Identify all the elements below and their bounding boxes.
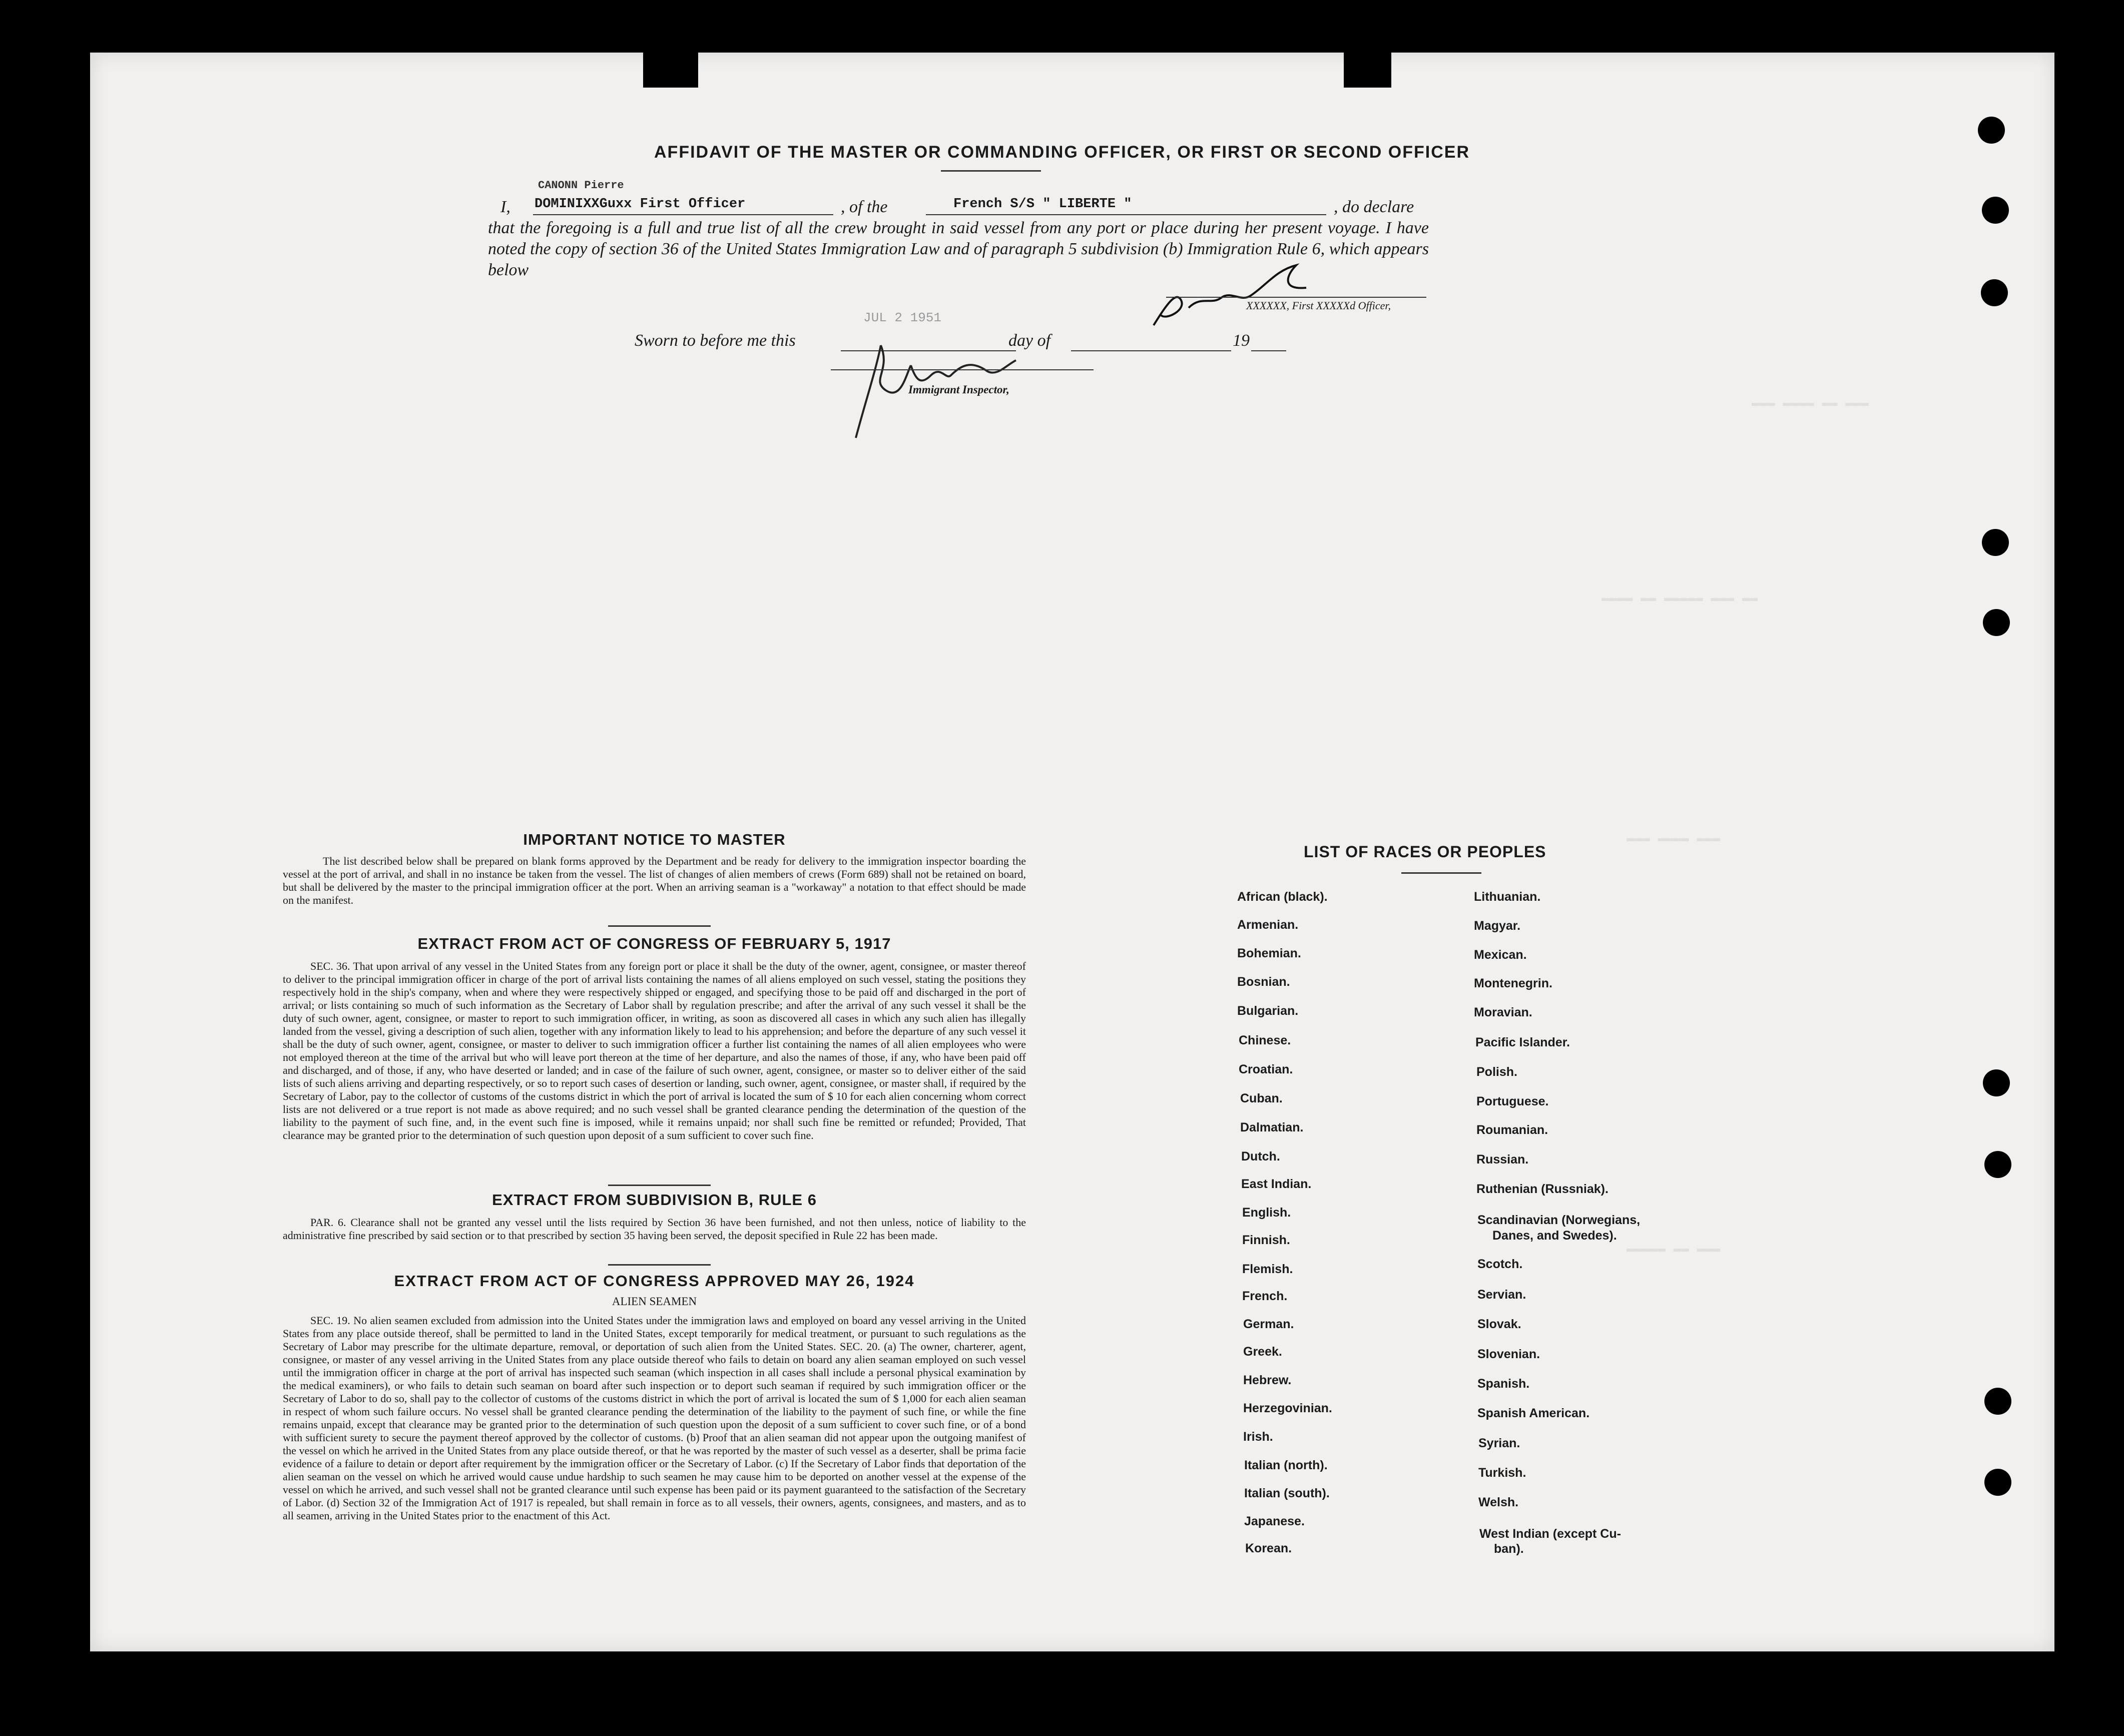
race-item: Danes, and Swedes). (1492, 1229, 1617, 1243)
binder-hole (1984, 1151, 2011, 1178)
race-item: Spanish American. (1477, 1406, 1590, 1420)
sworn-label: Sworn to before me this (635, 331, 796, 350)
race-item: Bohemian. (1237, 946, 1301, 960)
race-item: Korean. (1245, 1541, 1292, 1555)
section-divider (608, 925, 711, 927)
races-heading: LIST OF RACES OR PEOPLES (1304, 843, 1546, 861)
race-item: Servian. (1477, 1288, 1526, 1302)
extract-1917-section (283, 935, 1026, 1142)
race-item: Irish. (1243, 1430, 1273, 1444)
race-item: Scotch. (1477, 1257, 1523, 1271)
race-item: Montenegrin. (1474, 976, 1552, 990)
race-item: African (black). (1237, 890, 1328, 904)
race-item: German. (1243, 1317, 1294, 1331)
race-item: East Indian. (1241, 1177, 1312, 1191)
race-item: Scandinavian (Norwegians, (1477, 1213, 1641, 1227)
extract-1917-heading: EXTRACT FROM ACT OF CONGRESS OF FEBRUARY 5, 1917 (417, 935, 891, 952)
year-prefix: 19 (1233, 331, 1250, 350)
race-item: Welsh. (1478, 1495, 1519, 1509)
race-item: Slovak. (1477, 1317, 1521, 1331)
officer-signature (1146, 260, 1316, 335)
declare-label: , do declare (1334, 198, 1414, 216)
blank-line (1166, 297, 1426, 298)
race-item: Lithuanian. (1474, 890, 1541, 904)
extract-1924-heading: EXTRACT FROM ACT OF CONGRESS APPROVED MAY 26, 1924 (394, 1272, 915, 1290)
race-item: Dutch. (1241, 1149, 1280, 1164)
race-item: French. (1242, 1289, 1288, 1303)
binder-hole (1984, 1469, 2011, 1496)
race-item: Dalmatian. (1240, 1120, 1304, 1134)
blank-line (1251, 350, 1286, 351)
paper-tear (643, 53, 698, 88)
bleed-through: ▬▬▬▬ ▬▬ ▬▬▬▬▬ ▬▬▬ ▬▬ (1602, 591, 1758, 606)
race-item: Russian. (1476, 1152, 1529, 1167)
binder-hole (1984, 1388, 2011, 1415)
binder-hole (1983, 609, 2010, 636)
binder-hole (1982, 529, 2009, 556)
typed-overwrite-name: CANONN Pierre (538, 179, 624, 192)
notice-section (283, 831, 1026, 907)
race-item: Pacific Islander. (1475, 1035, 1570, 1049)
affidavit-body: that the foregoing is a full and true list of all the crew brought in said vessel from any port or place during her present voyage. I have noted the copy of section 36 of the United States Immigration Law and of paragraph 5 subdivision (b) Immigration Rule 6, which appears below (488, 219, 1429, 279)
race-item: ban). (1494, 1542, 1524, 1556)
race-item: Armenian. (1237, 918, 1299, 932)
race-item: Hebrew. (1243, 1373, 1292, 1387)
race-item: Ruthenian (Russniak). (1476, 1182, 1609, 1196)
race-item: Cuban. (1240, 1091, 1283, 1105)
race-item: Roumanian. (1476, 1123, 1548, 1137)
officer-title-label: XXXXXX, First XXXXXd Officer, (1246, 299, 1391, 312)
bleed-through: ▬▬▬ ▬▬▬▬ ▬▬ ▬▬▬ (1752, 395, 1869, 410)
binder-hole (1978, 117, 2005, 144)
races-heading-underline (1401, 872, 1481, 874)
blank-line (533, 214, 833, 215)
race-item: Italian (south). (1244, 1486, 1330, 1500)
binder-hole (1981, 279, 2008, 306)
extract-1924-section (283, 1272, 1026, 1522)
day-of-label: day of (1008, 331, 1051, 350)
race-item: English. (1242, 1206, 1291, 1220)
race-item: Chinese. (1239, 1033, 1291, 1047)
notice-text: The list described below shall be prepared on blank forms approved by the Department and be ready for delivery to the immigration inspector boarding the vessel at the port of arrival, and shall in no instance be taken from the vessel. The list of changes of alien members of crews (Form 689) shall not be retained on board, but shall be delivered by the master to the principal immigration officer at the port. When an arriving seaman is a "workaway" a notation to that effect should be made on the manifest. (283, 855, 1026, 906)
race-item: Flemish. (1242, 1262, 1293, 1276)
race-item: West Indian (except Cu- (1479, 1527, 1621, 1541)
race-item: Herzegovinian. (1243, 1401, 1332, 1415)
race-item: Spanish. (1477, 1377, 1530, 1391)
race-item: Syrian. (1478, 1436, 1520, 1450)
date-stamp: JUL 2 1951 (863, 310, 942, 325)
race-item: Japanese. (1244, 1514, 1305, 1528)
typed-vessel-name: French S/S " LIBERTE " (953, 197, 1132, 212)
race-item: Bosnian. (1237, 975, 1290, 989)
subdivision-b-heading: EXTRACT FROM SUBDIVISION B, RULE 6 (492, 1191, 817, 1209)
alien-seamen-subheading: ALIEN SEAMEN (612, 1295, 697, 1308)
section-divider (608, 1264, 711, 1266)
inspector-label: Immigrant Inspector, (908, 383, 1009, 396)
section-divider (608, 1185, 711, 1186)
race-item: Bulgarian. (1237, 1004, 1299, 1018)
binder-hole (1983, 1069, 2010, 1096)
bleed-through: ▬▬▬ ▬▬▬▬ ▬▬▬ (1627, 831, 1721, 846)
of-the-label: , of the (841, 198, 888, 216)
blank-line (1071, 350, 1231, 351)
extract-1917-text: SEC. 36. That upon arrival of any vessel in the United States from any foreign port or place it shall be the duty of the owner, agent, consignee, or master thereof to deliver to the principal immigration officer in charge of the port of arrival lists containing the names of all aliens employed on such vessel, stating the positions they respectively hold in the ship's company, when and where they were respectively shipped or engaged, and specifying those to be paid off and discharged in the port of arrival; or lists containing so much of such information as the Secretary of Labor shall by regulation prescribe; and after the arrival of any such vessel it shall be the duty of such owner, agent, consignee, or master to report to such immigration officer, in writing, as soon as discovered all cases in which any such alien has illegally landed from the vessel, giving a description of such alien, together with any information likely to lead to his apprehension; and before the departure of any such vessel it shall be the duty of such owner, agent, consignee, or master to deliver to such immigration officer a further list containing the names of all alien employees who were not employed thereon at the time of the arrival but who will leave port thereon at the time of her departure, and also the names of those, if any, who have been paid off and discharged, and of those, if any, who have deserted or landed; and in case of the failure of such owner, agent, consignee, or master so to deliver either of the said lists of such aliens arriving and departing respectively, or so to report such cases of desertion or landing, such owner, agent, consignee, or master shall, if required by the Secretary of Labor, pay to the collector of customs of the customs district in which the port of arrival is located the sum of $ 10 for each alien concerning whom correct lists are not delivered or a true report is not made as above required; and no such vessel shall be granted clearance pending the determination of the question of the liability to the payment of such fine, and, in the event such fine is imposed, while it remains unpaid; nor shall such fine be remitted or refunded; Provided, That clearance may be granted prior to the determination of such question upon deposit of a sum sufficient to cover such fine. (283, 960, 1026, 1141)
race-item: Turkish. (1478, 1466, 1526, 1480)
blank-line (831, 369, 1094, 370)
subdivision-b-section (283, 1191, 1026, 1242)
affidavit-prefix: I, (500, 198, 510, 216)
bleed-through: ▬▬▬▬▬ ▬▬ ▬▬▬ (1627, 1241, 1721, 1256)
typed-officer-name: DOMINIXXGuxx First Officer (535, 197, 746, 212)
notice-heading: IMPORTANT NOTICE TO MASTER (523, 831, 786, 848)
race-item: Finnish. (1242, 1233, 1290, 1247)
race-item: Slovenian. (1477, 1347, 1540, 1361)
binder-hole (1982, 197, 2009, 224)
blank-line (926, 214, 1326, 215)
race-item: Croatian. (1239, 1062, 1293, 1076)
race-item: Greek. (1243, 1345, 1282, 1359)
race-item: Polish. (1476, 1065, 1517, 1079)
race-item: Magyar. (1474, 919, 1521, 933)
extract-1924-text: SEC. 19. No alien seamen excluded from admission into the United States under the immigration laws and employed on board any vessel arriving in the United States from any place outside thereof, shall be permitted to land in the United States, except temporarily for medical treatment, or pursuant to such regulations as the Secretary of Labor may prescribe for the ultimate departure, removal, or deportation of such alien from the United States. SEC. 20. (a) The owner, charterer, agent, consignee, or master of any vessel arriving in the United States from any place outside thereof who fails to detain on board any alien seaman employed on such vessel until the immigration officer in charge at the port of arrival has inspected such seaman (which inspection in all cases shall include a personal physical examination by the medical examiners), or who fails to detain such seaman on board after such inspection or to deport such seaman if required by such immigration officer or the Secretary of Labor to do so, shall pay to the collector of customs of the customs district in which the port of arrival is located the sum of $ 1,000 for each alien seaman in respect of whom such failure occurs. No vessel shall be granted clearance pending the determination of the liability to the payment of such fine, or while the fine remains unpaid, except that clearance may be granted prior to the determination of such question upon the deposit of a sum sufficient to cover such fine, or of a bond with sufficient surety to secure the payment thereof approved by the collector of customs. (b) Proof that an alien seaman did not appear upon the outgoing manifest of the vessel on which he arrived in the United States from any place outside thereof, or that he was reported by the master of such vessel as a deserter, shall be prima facie evidence of a failure to detain or deport after requirement by the immigration officer or the Secretary of Labor. (c) If the Secretary of Labor finds that deportation of the alien seaman on the vessel on which he arrived would cause undue hardship to such seamen he may cause him to be deported on another vessel at the expense of the vessel on which he arrived, and such vessel shall not be granted clearance until such expense has been paid or its payment guaranteed to the satisfaction of the Secretary of Labor. (d) Section 32 of the Immigration Act of 1917 is repealed, but shall remain in force as to all vessels, their owners, agents, consignees, and masters, and as to all seamen, arriving in the United States prior to the enactment of this Act. (283, 1314, 1026, 1522)
race-item: Mexican. (1474, 948, 1527, 962)
affidavit-heading: AFFIDAVIT OF THE MASTER OR COMMANDING OFFICER, OR FIRST OR SECOND OFFICER (654, 143, 1470, 162)
heading-underline (941, 170, 1041, 172)
race-item: Italian (north). (1244, 1458, 1328, 1472)
subdivision-b-text: PAR. 6. Clearance shall not be granted any vessel until the lists required by Section 36 have been furnished, and not then unless, notice of liability to the administrative fine prescribed by said section or to that prescribed by section 35 having been served, the deposit specified in Rule 22 has been made. (283, 1216, 1026, 1242)
race-item: Portuguese. (1476, 1094, 1549, 1108)
paper-tear (1344, 53, 1391, 88)
race-item: Moravian. (1474, 1005, 1532, 1019)
